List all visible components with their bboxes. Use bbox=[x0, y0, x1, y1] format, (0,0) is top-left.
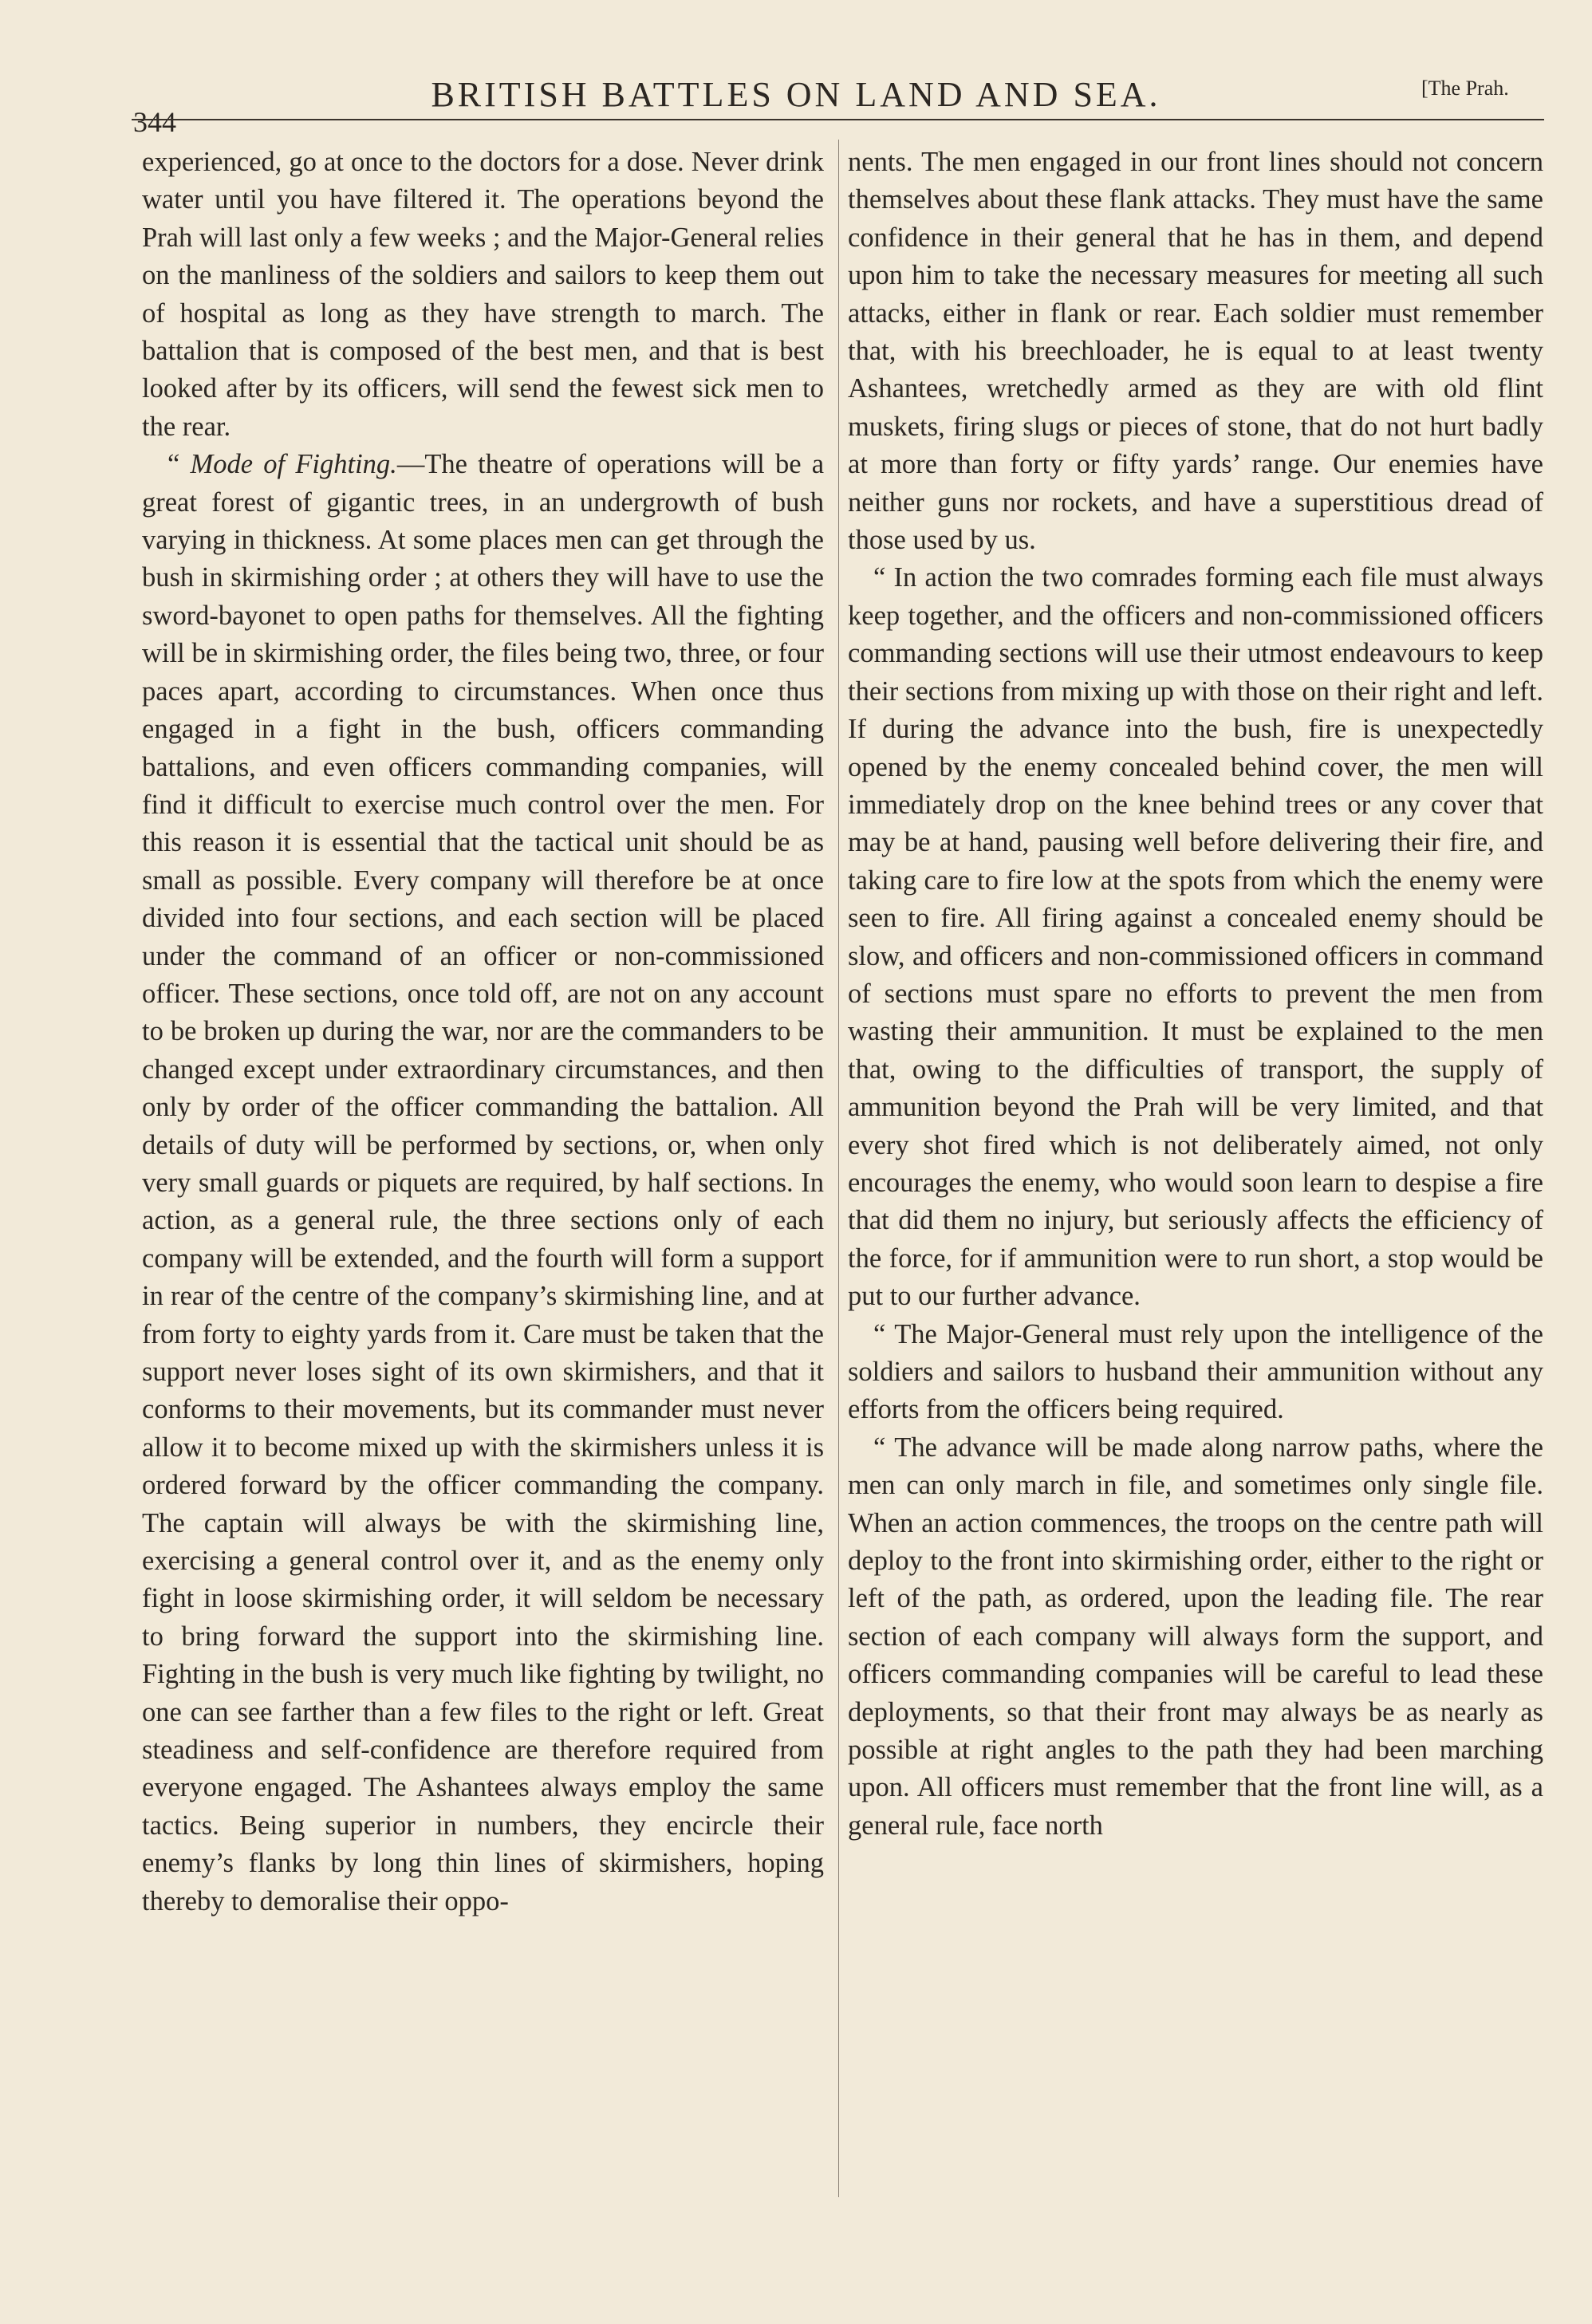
column-divider bbox=[838, 140, 839, 2197]
paragraph: experienced, go at once to the doctors for a dose. Never drink water until you have filtered it. The operations beyond the Prah will last only a few weeks ; and the Major-General relies on the manliness of the soldiers and sailors to keep them out of hospital as long as they have strength to march. The battalion that is composed of the best men, and that is best looked after by its officers, will send the fewest sick men to the rear. bbox=[142, 147, 824, 442]
header-rule bbox=[132, 119, 1544, 120]
paragraph: “ The Major-General must rely upon the intelligence of the soldiers and sailors to husband their ammunition without any efforts from the officers being required. bbox=[848, 1318, 1543, 1425]
opening-quote: “ bbox=[167, 449, 180, 480]
paragraph: “ The advance will be made along narrow paths, where the men can only march in file, and sometimes only single file. When an action commences, the troops on the centre path will deploy to the front into skirmishing order, either to the right or left of the path, as ordered, upon the leading file. The rear section of each company will always form the support, and officers commanding companies will be careful to lead these deployments, so that their front may always be as nearly as possible at right angles to the path they had been marching upon. All officers must remember that the front line will, as a general rule, face north bbox=[848, 1432, 1543, 1841]
right-column bbox=[848, 144, 1543, 1845]
section-heading: Mode of Fighting. bbox=[190, 449, 397, 480]
page-header bbox=[0, 0, 1592, 136]
left-column bbox=[142, 144, 824, 1920]
section-tag: [The Prah. bbox=[1421, 77, 1509, 100]
running-title: BRITISH BATTLES ON LAND AND SEA. bbox=[431, 75, 1161, 114]
paragraph: “ In action the two comrades forming each file must always keep together, and the officers and non-commissioned officers commanding sections will use their utmost endeavours to keep their sections from mixing up with those on their right and left. If during the advance into the bush, fire is unexpectedly opened by the enemy concealed behind cover, the men will immediately drop on the knee behind trees or any cover that may be at hand, pausing well before delivering their fire, and taking care to fire low at the spots from which the enemy were seen to fire. All firing against a concealed enemy should be slow, and officers and non-commissioned officers in command of sections must spare no efforts to prevent the men from wasting their ammunition. It must be explained to the men that, owing to the difficulties of transport, the supply of ammunition beyond the Prah will be very limited, and that every shot fired which is not deliberately aimed, not only encourages the enemy, who would soon learn to despise a fire that did them no injury, but seriously affects the efficiency of the force, for if ammunition were to run short, a stop would be put to our further advance. bbox=[848, 562, 1543, 1312]
paragraph-mode-of-fighting bbox=[142, 446, 824, 1920]
paragraph-text: —The theatre of operations will be a great forest of gigantic trees, in an undergrowth of bush varying in thickness. At some places men can get through the bush in skirmishing order ; at others they will have to use the sword-bayonet to open paths for themselves. All the fighting will be in skirmishing order, the files being two, three, or four paces apart, according to circumstances. When once thus engaged in a fight in the bush, officers commanding battalions, and even officers commanding companies, will find it difficult to exercise much control over the men. For this reason it is essential that the tactical unit should be as small as possible. Every company will therefore be at once divided into four sections, and each section will be placed under the command of an officer or non-commissioned officer. These sections, once told off, are not on any account to be broken up during the war, nor are the commanders to be changed except under extraordinary circumstances, and then only by order of the officer commanding the battalion. All details of duty will be performed by sections, or, when only very small guards or piquets are required, by half sections. In action, as a general rule, the three sections only of each company will be extended, and the fourth will form a support in rear of the centre of the company’s skirmishing line, and at from forty to eighty yards from it. Care must be taken that the support never loses sight of its own skirmishers, and that it conforms to their movements, but its commander must never allow it to become mixed up with the skirmishers unless it is ordered forward by the officer commanding the company. The captain will always be with the skirmishing line, exercising a general control over it, and as the enemy only fight in loose skirmishing order, it will seldom be necessary to bring forward the support into the skirmishing line. Fighting in the bush is very much like fighting by twilight, no one can see farther than a few files to the right or left. Great steadiness and self-confidence are therefore required from everyone engaged. The Ashantees always employ the same tactics. Being superior in numbers, they encircle their enemy’s flanks by long thin lines of skirmishers, hoping thereby to demoralise their oppo- bbox=[142, 449, 825, 1916]
paragraph: nents. The men engaged in our front lines should not concern themselves about these flank attacks. They must have the same confidence in their general that he has in them, and depend upon him to take the necessary measures for meeting all such attacks, either in flank or rear. Each soldier must remember that, with his breechloader, he is equal to at least twenty Ashantees, wretchedly armed as they are with old flint muskets, firing slugs or pieces of stone, that do not hurt badly at more than forty or fifty yards’ range. Our enemies have neither guns nor rockets, and have a superstitious dread of those used by us. bbox=[848, 147, 1543, 556]
page-number: 344 bbox=[133, 106, 176, 138]
